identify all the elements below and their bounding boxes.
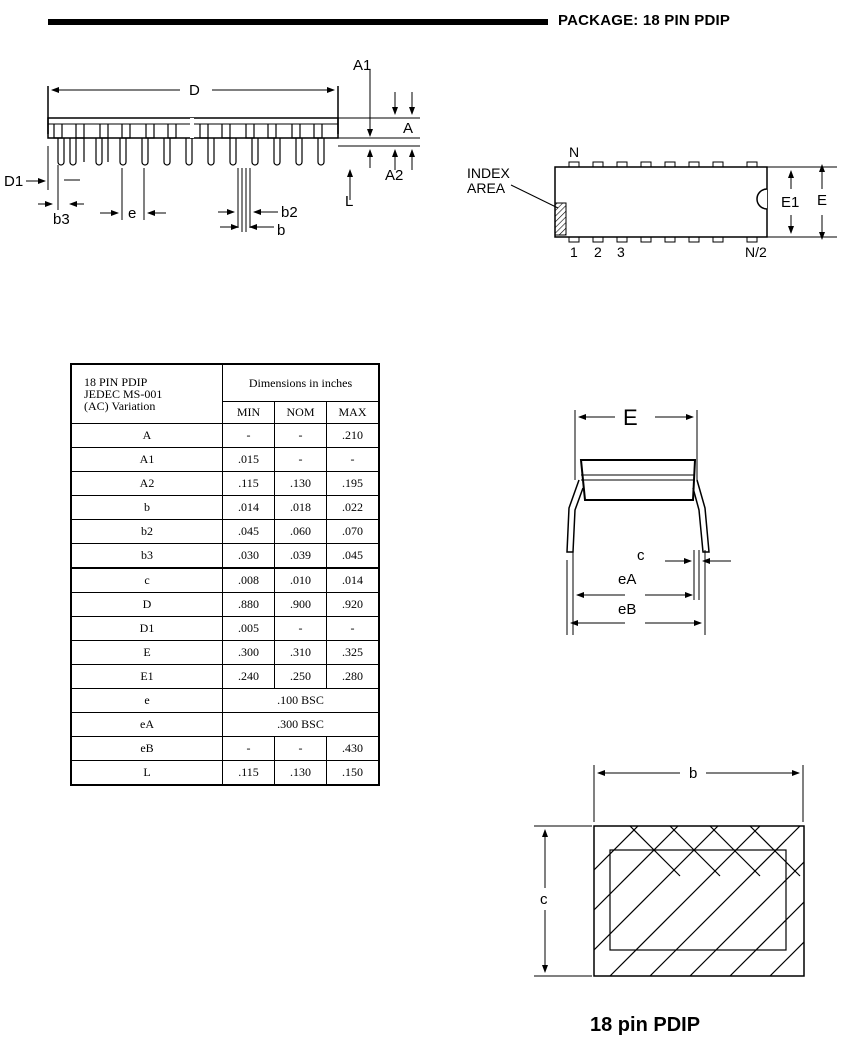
top-view-diagram (455, 135, 845, 275)
cell-min: .045 (223, 520, 275, 544)
cell-min: .015 (223, 448, 275, 472)
table-row (71, 689, 379, 713)
row-label: D (71, 593, 223, 617)
cell-max: .210 (327, 424, 380, 448)
row-label: b (71, 496, 223, 520)
dim-b-label: b (277, 222, 286, 239)
cell-max: .070 (327, 520, 380, 544)
cell-nom: .060 (275, 520, 327, 544)
table-row (71, 737, 379, 761)
cell-max: .325 (327, 641, 380, 665)
table-row (71, 617, 379, 641)
dim-A2-label: A2 (385, 167, 404, 184)
pin-1-label: 1 (570, 244, 578, 260)
col-max: MAX (327, 402, 380, 424)
cell-max: - (327, 448, 380, 472)
row-label: L (71, 761, 223, 786)
dimensions-table (70, 363, 380, 786)
cell-nom: .130 (275, 472, 327, 496)
row-label: e (71, 689, 223, 713)
table-row (71, 520, 379, 544)
row-label: b2 (71, 520, 223, 544)
cell-nom: .900 (275, 593, 327, 617)
cell-max: .195 (327, 472, 380, 496)
cell-min: .880 (223, 593, 275, 617)
dim-eA-label: eA (618, 571, 637, 588)
row-label: D1 (71, 617, 223, 641)
cell-max: - (327, 617, 380, 641)
dim-eB-label: eB (618, 601, 637, 618)
row-label: E (71, 641, 223, 665)
cell-min: .115 (223, 472, 275, 496)
dim-c-section-label: c (540, 891, 548, 908)
col-min: MIN (223, 402, 275, 424)
dim-D1-label: D1 (4, 173, 24, 190)
row-label: E1 (71, 665, 223, 689)
table-row (71, 761, 379, 786)
cell-nom: .010 (275, 568, 327, 593)
table-row (71, 544, 379, 569)
package-line-2: JEDEC MS-001 (84, 387, 163, 401)
package-line-1: 18 PIN PDIP (84, 375, 148, 389)
cell-bsc: .100 BSC (223, 689, 380, 713)
dim-e-label: e (128, 205, 137, 222)
row-label: A2 (71, 472, 223, 496)
row-label: A (71, 424, 223, 448)
package-line-3: (AC) Variation (84, 399, 156, 413)
cell-bsc: .300 BSC (223, 713, 380, 737)
cell-min: .300 (223, 641, 275, 665)
cell-min: .115 (223, 761, 275, 786)
dim-D-label: D (189, 82, 200, 99)
cell-min: .240 (223, 665, 275, 689)
cell-nom: .039 (275, 544, 327, 569)
cell-nom: .018 (275, 496, 327, 520)
dim-A-label: A (403, 120, 414, 137)
dim-A1-label: A1 (353, 57, 372, 74)
cell-max: .150 (327, 761, 380, 786)
table-row (71, 713, 379, 737)
cell-max: .430 (327, 737, 380, 761)
row-label: eA (71, 713, 223, 737)
dim-b2-label: b2 (281, 204, 298, 221)
dim-E-end-label: E (623, 405, 638, 430)
row-label: c (71, 568, 223, 593)
cell-nom: - (275, 617, 327, 641)
row-label: A1 (71, 448, 223, 472)
col-nom: NOM (275, 402, 327, 424)
cell-max: .280 (327, 665, 380, 689)
table-row (71, 424, 379, 448)
footer-title: 18 pin PDIP (590, 1014, 701, 1036)
cell-max: .014 (327, 568, 380, 593)
index-area-label-2: AREA (467, 180, 506, 196)
side-view-diagram (0, 50, 440, 250)
index-area-label-1: INDEX (467, 165, 510, 181)
dim-E1-label: E1 (781, 194, 800, 211)
header-rule (48, 19, 548, 25)
table-row (71, 568, 379, 593)
dim-E-label: E (817, 192, 828, 209)
end-view-diagram (555, 400, 755, 640)
cell-nom: - (275, 737, 327, 761)
dim-c-label: c (637, 547, 645, 564)
row-label: eB (71, 737, 223, 761)
cell-nom: .130 (275, 761, 327, 786)
dim-b3-label: b3 (53, 211, 70, 228)
table-row (71, 472, 379, 496)
cell-nom: .310 (275, 641, 327, 665)
table-row (71, 448, 379, 472)
cell-max: .920 (327, 593, 380, 617)
lead-section-diagram (520, 760, 820, 985)
cell-nom: - (275, 448, 327, 472)
cell-max: .022 (327, 496, 380, 520)
pin-3-label: 3 (617, 244, 625, 260)
dim-L-label: L (345, 193, 354, 210)
cell-min: .005 (223, 617, 275, 641)
cell-min: .030 (223, 544, 275, 569)
table-row (71, 496, 379, 520)
cell-min: - (223, 424, 275, 448)
package-spec-cell (71, 364, 223, 424)
package-title: PACKAGE: 18 PIN PDIP (558, 12, 731, 29)
dimensions-header: Dimensions in inches (223, 364, 380, 402)
pin-N2-label: N/2 (745, 244, 767, 260)
cell-min: .008 (223, 568, 275, 593)
table-row (71, 593, 379, 617)
cell-nom: - (275, 424, 327, 448)
pin-2-label: 2 (594, 244, 602, 260)
pin-N-label: N (569, 144, 580, 160)
dim-b-section-label: b (689, 765, 698, 782)
cell-nom: .250 (275, 665, 327, 689)
table-row (71, 641, 379, 665)
cell-max: .045 (327, 544, 380, 569)
table-row (71, 665, 379, 689)
cell-min: .014 (223, 496, 275, 520)
cell-min: - (223, 737, 275, 761)
row-label: b3 (71, 544, 223, 569)
